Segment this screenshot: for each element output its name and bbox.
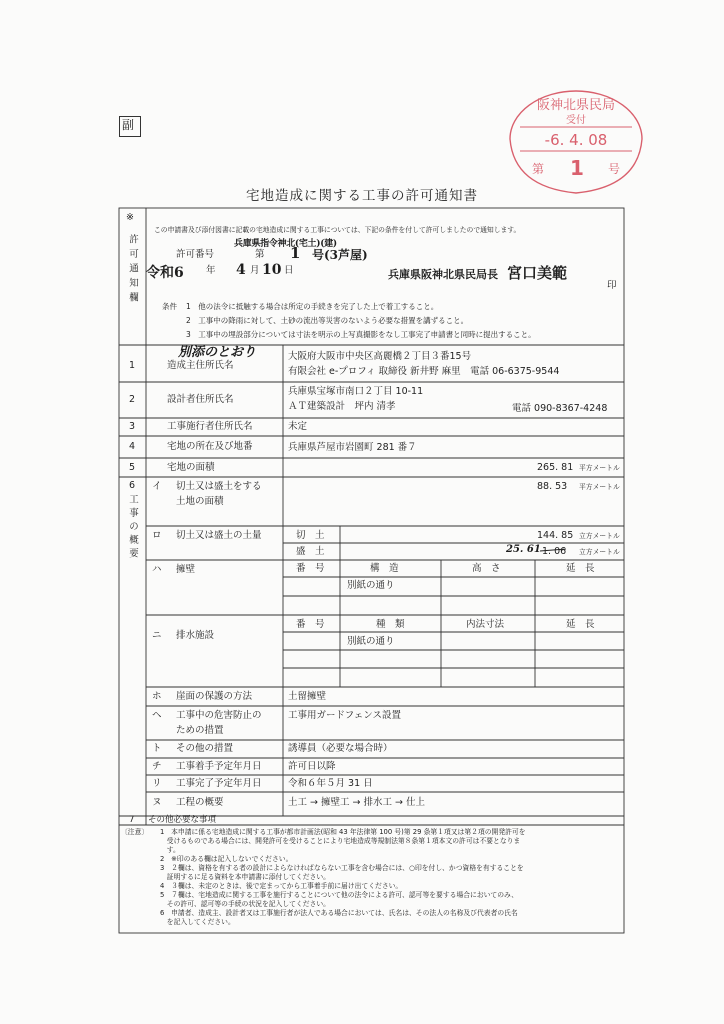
row2-address: 兵庫県宝塚市南口２丁目 10-11 — [288, 386, 424, 397]
ha-value: 別紙の通り — [347, 580, 395, 591]
seal-label: 印 — [607, 280, 617, 291]
row4-num: 4 — [129, 441, 136, 452]
row2-phone: 電話 090-8367-4248 — [512, 403, 608, 414]
row6-ha-mark: ハ — [152, 564, 162, 575]
cut-label: 切 土 — [296, 530, 325, 541]
row1-label: 造成主住所氏名 — [167, 360, 234, 371]
fill-value-struck: 1. 06 — [542, 546, 567, 557]
permit-number-dai: 第 — [255, 249, 265, 260]
note-line: 3 ２欄は、資格を有する者の設計によらなければならない工事を含む場合には、○印を付し、かつ資格を有することを — [160, 864, 524, 872]
row6-nu-mark: ヌ — [152, 797, 162, 808]
row6-he-label1: 工事中の危害防止の — [176, 710, 262, 721]
row6-ho-mark: ホ — [152, 691, 162, 702]
permit-side-label: 許可通知欄 — [127, 234, 138, 307]
row6-ni-label: 排水施設 — [176, 630, 215, 641]
stamp-date: -6. 4. 08 — [544, 131, 608, 149]
permit-number-go: 号(3芦屋) — [312, 248, 368, 262]
row4-value: 兵庫県芦屋市岩園町 281 番７ — [288, 442, 417, 453]
note-line: 受けるものである場合には、開発許可を受けることにより宅地造成等規制法第８条第１項本文の許可は不要となりま — [160, 837, 521, 845]
ni-value: 別紙の通り — [347, 636, 395, 647]
stamp-number-prefix: 第 — [532, 162, 545, 176]
row6-i-label1: 切土又は盛土をする — [176, 481, 262, 492]
condition-3: 3 工事中の埋設部分については寸法を明示の上写真撮影をなし工事完了申請書と同時に提出すること。 — [186, 330, 536, 339]
note-line: 5 ７欄は、宅地造成に関する工事を施行することについて他の法令による許可、認可等を要する場合においてのみ、 — [160, 891, 519, 899]
ha-header-length: 延 長 — [566, 563, 595, 574]
row6-he-value: 工事用ガードフェンス設置 — [288, 710, 401, 721]
permit-authority: 兵庫県指令神北(宅土)(建) — [234, 239, 337, 249]
fill-label: 盛 土 — [296, 546, 325, 557]
row6-ri-label: 工事完了予定年月日 — [176, 778, 262, 789]
row5-num: 5 — [129, 462, 136, 473]
copy-mark: 副 — [122, 118, 135, 132]
row6-ro-mark: ロ — [152, 530, 162, 541]
row6-i-label2: 土地の面積 — [176, 496, 224, 507]
row6-i-mark: イ — [152, 481, 162, 492]
cut-unit: 立方メートル — [579, 532, 620, 540]
row6-he-label2: ための措置 — [176, 725, 224, 736]
row6-ri-value: 令和６年５月 31 日 — [288, 778, 373, 789]
note-line: 1 本申請に係る宅地造成に関する工事が都市計画法(昭和 43 年法律第 100 号)第 29 条第１項又は第２項の開発許可を — [160, 828, 526, 836]
handwritten-note: 別添のとおり — [178, 345, 257, 360]
row5-unit: 平方メートル — [579, 464, 620, 472]
row7-label: その他必要な事項 — [148, 815, 217, 825]
ha-header-height: 高 さ — [472, 563, 501, 574]
permit-date-month-label: 月 — [250, 265, 260, 276]
row2-num: 2 — [129, 394, 136, 405]
note-line: を記入してください。 — [160, 918, 235, 926]
row6-chi-label: 工事着手予定年月日 — [176, 761, 262, 772]
row5-value: 265. 81 — [537, 462, 574, 473]
note-line: その許可、認可等の手続の状況を記入してください。 — [160, 900, 330, 908]
ni-header-type: 種 類 — [376, 619, 405, 630]
condition-1: 1 他の法令に抵触する場合は所定の手続きを完了した上で着工すること。 — [186, 302, 439, 311]
row3-label: 工事施行者住所氏名 — [167, 421, 253, 432]
row6-ho-value: 土留擁壁 — [288, 691, 327, 702]
note-line: 2 ※印のある欄は記入しないでください。 — [160, 855, 293, 863]
reception-stamp — [506, 87, 646, 197]
row6-ho-label: 崖面の保護の方法 — [176, 691, 253, 702]
ni-header-length: 延 長 — [566, 619, 595, 630]
row6-to-value: 誘導員（必要な場合時） — [288, 743, 393, 754]
note-line: す。 — [160, 846, 180, 854]
ni-header-number: 番 号 — [296, 619, 325, 630]
ha-header-structure: 構 造 — [370, 563, 399, 574]
row6-ni-mark: ニ — [152, 630, 162, 641]
conditions-label: 条件 — [162, 302, 177, 311]
note-line: 証明するに足る資料を本申請書に添付してください。 — [160, 873, 330, 881]
row1-num: 1 — [129, 360, 136, 371]
row6-ha-label: 擁壁 — [176, 564, 196, 575]
cut-value: 144. 85 — [537, 530, 574, 541]
permit-intro: この申請書及び添付図書に記載の宅地造成に関する工事については、下記の条件を付して許可しましたので通知します。 — [154, 226, 521, 234]
permit-issuer-name: 宮口美範 — [507, 264, 568, 282]
row5-label: 宅地の面積 — [167, 462, 215, 473]
permit-date-year-label: 年 — [206, 265, 216, 276]
row6-to-mark: ト — [152, 743, 162, 754]
row6-chi-value: 許可日以降 — [288, 761, 336, 772]
permit-issuer: 兵庫県阪神北県民局長 — [388, 268, 498, 281]
ha-header-number: 番 号 — [296, 563, 325, 574]
fill-unit: 立方メートル — [579, 548, 620, 556]
row6-i-unit: 平方メートル — [579, 483, 620, 491]
row1-name-phone: 有限会社 e-プロフィ 取締役 新井野 麻里 電話 06-6375-9544 — [288, 366, 560, 377]
row1-address: 大阪府大阪市中央区高麗橋２丁目３番15号 — [288, 351, 472, 362]
row4-label: 宅地の所在及び地番 — [167, 441, 253, 452]
row6-nu-value: 土工 → 擁壁工 → 排水工 → 仕上 — [288, 797, 425, 808]
permit-date-day: 10 — [262, 262, 282, 278]
permit-number-value: 1 — [290, 244, 301, 262]
document-title: 宅地造成に関する工事の許可通知書 — [246, 188, 478, 204]
note-line: 6 申請者、造成主、設計者又は工事施行者が法人である場合においては、氏名は、その法人の名称及び代表者の氏名 — [160, 909, 518, 917]
row3-value: 未定 — [288, 421, 308, 432]
row3-num: 3 — [129, 421, 136, 432]
stamp-number-suffix: 号 — [608, 162, 621, 176]
note-line: 4 ３欄は、未定のときは、後で定まってから工事着手前に届け出てください。 — [160, 882, 403, 890]
permit-date-era: 令和6 — [146, 265, 184, 281]
fill-value-handwritten: 25. 61 — [506, 544, 541, 555]
row6-ro-label: 切土又は盛土の土量 — [176, 530, 262, 541]
row2-label: 設計者住所氏名 — [167, 394, 234, 405]
row7-num: 7 — [129, 815, 135, 825]
permit-date-day-label: 日 — [284, 265, 294, 276]
row2-name: ＡＴ建築設計 坪内 清孝 — [288, 401, 396, 412]
ni-header-inner-size: 内法寸法 — [466, 619, 505, 630]
stamp-office: 阪神北県民局 — [536, 98, 616, 113]
stamp-received: 受付 — [566, 115, 586, 126]
row6-ri-mark: リ — [152, 778, 162, 789]
row6-chi-mark: チ — [152, 761, 162, 772]
row6-i-value: 88. 53 — [537, 481, 568, 492]
notes-label: 〔注意〕 — [121, 828, 149, 836]
row6-side-label: 工事の概要 — [127, 494, 138, 562]
row6-to-label: その他の措置 — [176, 743, 234, 754]
condition-2: 2 工事中の降雨に対して、土砂の流出等災害のないよう必要な措置を講ずること。 — [186, 316, 469, 325]
row6-he-mark: ヘ — [152, 710, 162, 721]
asterisk-mark: ※ — [126, 212, 134, 223]
row6-num: 6 — [129, 480, 136, 491]
permit-date-month: 4 — [236, 262, 246, 278]
stamp-number: 1 — [570, 156, 584, 180]
permit-number-label: 許可番号 — [176, 249, 215, 260]
row6-nu-label: 工程の概要 — [176, 797, 224, 808]
